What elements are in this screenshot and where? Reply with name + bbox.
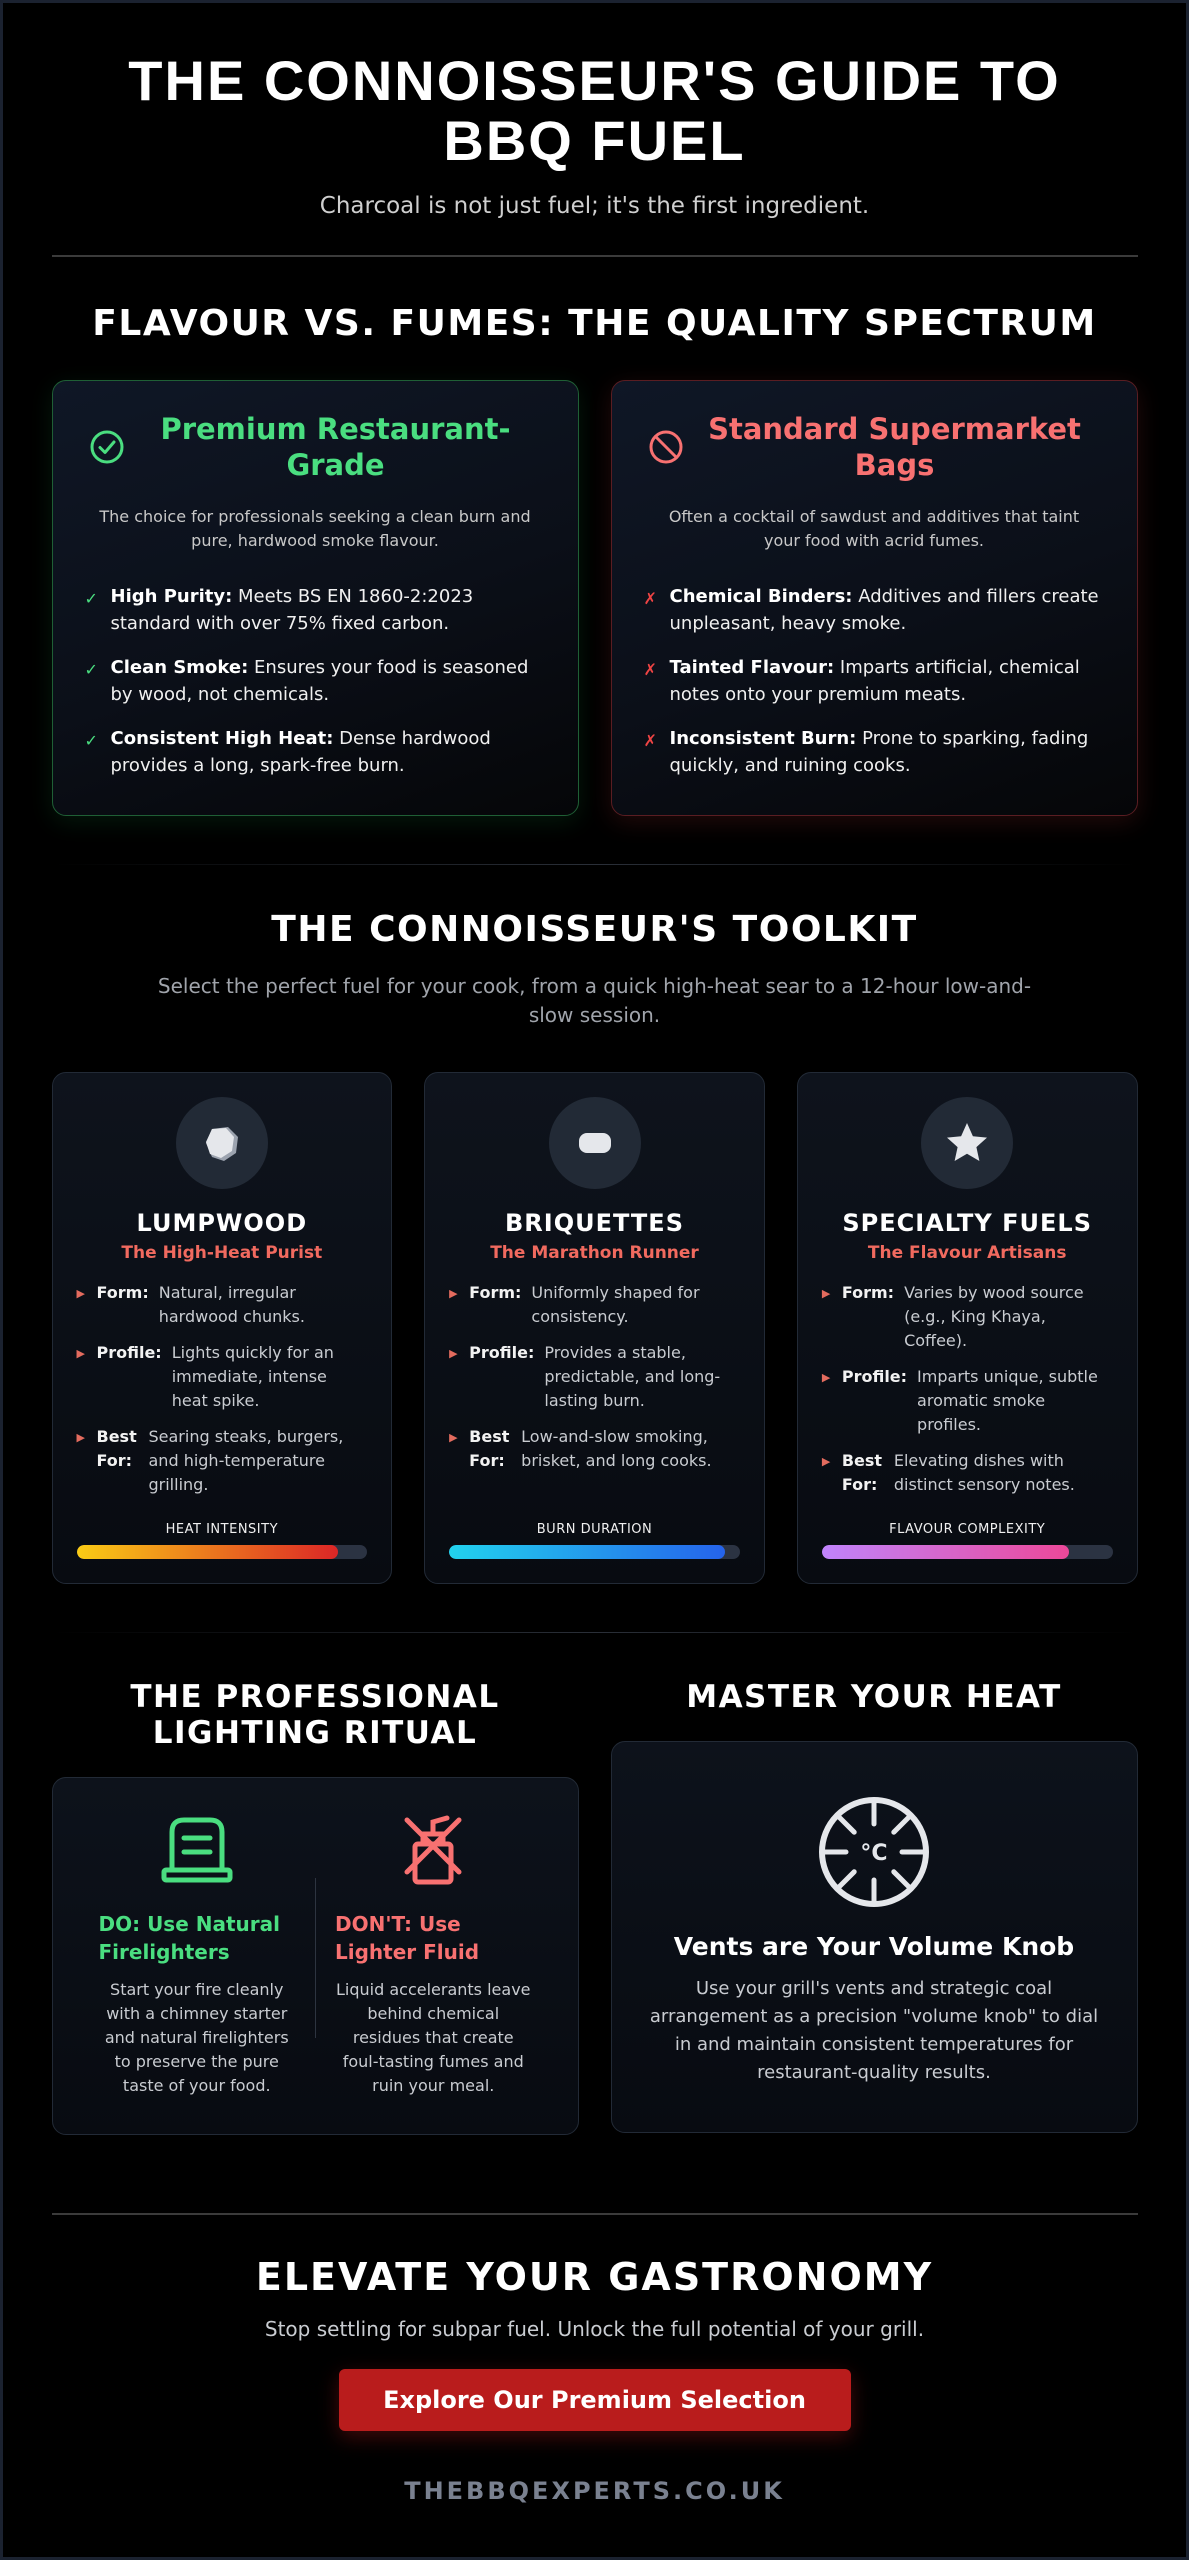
toolkit-subtitle: Select the perfect fuel for your cook, from a quick high-heat sear to a 12-hour low-and-slow session. xyxy=(157,974,1032,1027)
ritual-do xyxy=(79,1814,316,2098)
standard-card-header xyxy=(644,411,1105,483)
heat-card-title: Vents are Your Volume Knob xyxy=(673,1932,1075,1961)
detail-label: Form: xyxy=(96,1283,149,1302)
standard-card xyxy=(611,380,1138,816)
list-item xyxy=(644,583,1105,637)
hero xyxy=(3,3,1186,219)
list-item xyxy=(449,1281,740,1329)
detail-text: Uniformly shaped for consistency. xyxy=(531,1283,700,1326)
heat-title: MASTER YOUR HEAT xyxy=(686,1679,1062,1715)
chimney-starter-icon xyxy=(153,1814,241,1886)
divider xyxy=(52,255,1138,257)
ritual-dont-text: Liquid accelerants leave behind chemical residues that create foul-tasting fumes and ruin your meal. xyxy=(336,1980,531,2095)
cross-mark-icon: ✗ xyxy=(643,731,657,750)
bullet-icon: ▶ xyxy=(76,1287,85,1300)
check-mark-icon: ✓ xyxy=(84,589,98,608)
check-mark-icon: ✓ xyxy=(84,660,98,679)
toolkit-cards xyxy=(52,1072,1138,1584)
detail-label: Best For: xyxy=(841,1451,883,1494)
quality-title: FLAVOUR VS. FUMES: THE QUALITY SPECTRUM xyxy=(92,303,1097,344)
divider xyxy=(52,864,1138,865)
bullet-icon: ▶ xyxy=(449,1287,458,1300)
fuel-tagline: The High-Heat Purist xyxy=(121,1243,323,1263)
premium-card-title: Premium Restaurant-Grade xyxy=(160,412,511,482)
bullet-icon: ▶ xyxy=(821,1455,831,1468)
toolkit-section xyxy=(3,909,1186,1584)
detail-label: Profile: xyxy=(841,1367,908,1386)
bullet-icon: ▶ xyxy=(76,1431,85,1444)
list-item xyxy=(644,725,1105,779)
meter-track xyxy=(77,1545,368,1559)
meter-track xyxy=(449,1545,740,1559)
heat-card xyxy=(611,1741,1138,2133)
cta-title: ELEVATE YOUR GASTRONOMY xyxy=(255,2255,934,2299)
page-title: THE CONNOISSEUR'S GUIDE TO BBQ FUEL xyxy=(128,49,1061,172)
fuel-details xyxy=(449,1281,740,1473)
detail-label: Profile: xyxy=(469,1343,535,1362)
divider xyxy=(52,2213,1138,2215)
fuel-details xyxy=(77,1281,368,1497)
briquette-icon xyxy=(549,1097,641,1189)
list-item xyxy=(77,1341,368,1413)
list-item xyxy=(85,654,546,708)
footer-domain[interactable]: THEBBQEXPERTS.CO.UK xyxy=(404,2477,785,2505)
bullet-icon: ▶ xyxy=(449,1347,458,1360)
list-item-text: Dense hardwood provides a long, spark-free burn. xyxy=(110,728,491,776)
premium-card xyxy=(52,380,579,816)
list-item-text: Prone to sparking, fading quickly, and ruining cooks. xyxy=(669,728,1089,776)
list-item-text: Additives and fillers create unpleasant, heavy smoke. xyxy=(669,586,1099,634)
list-item xyxy=(449,1341,740,1413)
list-item xyxy=(77,1425,368,1497)
meter-label: HEAT INTENSITY xyxy=(165,1522,279,1537)
ritual-divider xyxy=(315,1878,316,2038)
cross-mark-icon: ✗ xyxy=(643,589,657,608)
quality-comparison xyxy=(52,380,1138,816)
toolkit-title: THE CONNOISSEUR'S TOOLKIT xyxy=(271,909,918,950)
fuel-name: BRIQUETTES xyxy=(505,1209,684,1237)
ritual-card xyxy=(52,1777,579,2135)
heat-intensity-meter xyxy=(77,1522,368,1559)
detail-text: Provides a stable, predictable, and long-lasting burn. xyxy=(544,1343,721,1410)
detail-label: Best For: xyxy=(96,1427,137,1470)
detail-text: Lights quickly for an immediate, intense heat spike. xyxy=(171,1343,334,1410)
fuel-tagline: The Flavour Artisans xyxy=(867,1243,1067,1263)
list-item-label: Consistent High Heat: xyxy=(110,728,334,749)
meter-fill xyxy=(77,1545,339,1559)
fuel-card-lumpwood xyxy=(52,1072,393,1584)
standard-card-subtitle: Often a cocktail of sawdust and additives that taint your food with acrid fumes. xyxy=(668,507,1080,550)
explore-premium-button[interactable]: Explore Our Premium Selection xyxy=(339,2369,851,2431)
heat-column xyxy=(611,1679,1138,2135)
list-item xyxy=(644,654,1105,708)
fuel-name: SPECIALTY FUELS xyxy=(842,1209,1093,1237)
ritual-do-title: DO: Use Natural Firelighters xyxy=(98,1912,280,1964)
meter-fill xyxy=(822,1545,1069,1559)
list-item xyxy=(85,583,546,637)
ritual-dont xyxy=(315,1814,552,2098)
ritual-heat-section xyxy=(52,1679,1138,2135)
detail-text: Searing steaks, burgers, and high-temperature grilling. xyxy=(148,1427,344,1494)
heat-card-text: Use your grill's vents and strategic coal arrangement as a precision "volume knob" to dial in and maintain consistent temperatures for restaurant-quality results. xyxy=(649,1978,1099,2083)
list-item xyxy=(822,1449,1113,1497)
lump-icon xyxy=(176,1097,268,1189)
ritual-do-text: Start your fire cleanly with a chimney starter and natural firelighters to preserve the pure taste of your food. xyxy=(104,1980,289,2095)
ritual-title: THE PROFESSIONAL LIGHTING RITUAL xyxy=(130,1679,500,1751)
meter-fill xyxy=(449,1545,725,1559)
meter-label: FLAVOUR COMPLEXITY xyxy=(889,1522,1046,1537)
ban-icon xyxy=(647,428,685,466)
page-subtitle: Charcoal is not just fuel; it's the first ingredient. xyxy=(319,193,870,219)
detail-label: Form: xyxy=(469,1283,522,1302)
fuel-card-specialty xyxy=(797,1072,1138,1584)
list-item-text: Ensures your food is seasoned by wood, not chemicals. xyxy=(110,657,529,705)
flavour-complexity-meter xyxy=(822,1522,1113,1559)
cross-mark-icon: ✗ xyxy=(643,660,657,679)
list-item-label: Clean Smoke: xyxy=(110,657,249,678)
list-item xyxy=(449,1425,740,1473)
fuel-tagline: The Marathon Runner xyxy=(490,1243,699,1263)
detail-label: Form: xyxy=(841,1283,895,1302)
burn-duration-meter xyxy=(449,1522,740,1559)
premium-list xyxy=(85,583,546,779)
list-item xyxy=(85,725,546,779)
cta-section xyxy=(3,2255,1186,2431)
detail-text: Natural, irregular hardwood chunks. xyxy=(158,1283,305,1326)
star-icon xyxy=(921,1097,1013,1189)
list-item-label: High Purity: xyxy=(110,586,233,607)
ritual-column xyxy=(52,1679,579,2135)
meter-track xyxy=(822,1545,1113,1559)
list-item-text: Imparts artificial, chemical notes onto your premium meats. xyxy=(669,657,1080,705)
detail-text: Varies by wood source (e.g., King Khaya, Coffee). xyxy=(904,1283,1084,1350)
fuel-name: LUMPWOOD xyxy=(136,1209,308,1237)
meter-label: BURN DURATION xyxy=(536,1522,653,1537)
detail-label: Profile: xyxy=(96,1343,162,1362)
fuel-card-briquettes xyxy=(424,1072,765,1584)
divider xyxy=(52,1632,1138,1633)
list-item-text: Meets BS EN 1860-2:2023 standard with over 75% fixed carbon. xyxy=(110,586,474,634)
standard-list xyxy=(644,583,1105,779)
cta-subtitle: Stop settling for subpar fuel. Unlock the full potential of your grill. xyxy=(264,2317,925,2341)
standard-card-title: Standard Supermarket Bags xyxy=(708,412,1081,482)
list-item-label: Chemical Binders: xyxy=(669,586,853,607)
list-item-label: Tainted Flavour: xyxy=(669,657,835,678)
bullet-icon: ▶ xyxy=(76,1347,85,1360)
bullet-icon: ▶ xyxy=(449,1431,458,1444)
quality-section xyxy=(3,303,1186,816)
temperature-dial-icon xyxy=(816,1794,932,1910)
list-item xyxy=(822,1365,1113,1437)
bullet-icon: ▶ xyxy=(821,1371,831,1384)
fuel-details xyxy=(822,1281,1113,1497)
premium-card-subtitle: The choice for professionals seeking a clean burn and pure, hardwood smoke flavour. xyxy=(99,507,531,550)
bullet-icon: ▶ xyxy=(821,1287,831,1300)
dial-unit-label: °C xyxy=(860,1841,888,1866)
no-lighter-fluid-icon xyxy=(389,1814,477,1886)
list-item-label: Inconsistent Burn: xyxy=(669,728,857,749)
ritual-dont-title: DON'T: Use Lighter Fluid xyxy=(335,1912,480,1964)
premium-card-header xyxy=(85,411,546,483)
detail-text: Low-and-slow smoking, brisket, and long cooks. xyxy=(521,1427,712,1470)
detail-label: Best For: xyxy=(469,1427,510,1470)
detail-text: Elevating dishes with distinct sensory notes. xyxy=(893,1451,1075,1494)
detail-text: Imparts unique, subtle aromatic smoke profiles. xyxy=(917,1367,1098,1434)
check-circle-icon xyxy=(88,428,126,466)
check-mark-icon: ✓ xyxy=(84,731,98,750)
list-item xyxy=(822,1281,1113,1353)
list-item xyxy=(77,1281,368,1329)
